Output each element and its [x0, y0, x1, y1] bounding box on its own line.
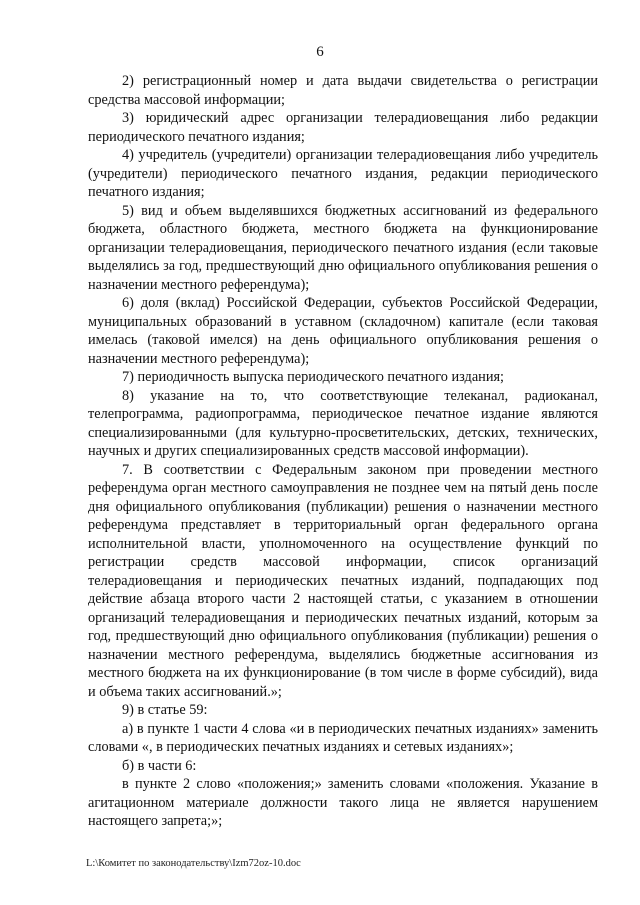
paragraph-subpoint-b: б) в части 6:	[122, 757, 197, 774]
paragraph-subpoint-a: а) в пункте 1 части 4 слова «и в периодических печатных изданиях» заменить словами «, в периодических печатных изданиях и сетевых изданиях»;	[88, 720, 598, 755]
paragraph-item-8: 8) указание на то, что соответствующие телеканал, радиоканал, телепрограмма, радиопрограмма, периодическое печатное издание являются специализированными (для культурно-просветительских, детских, технических, научных и других специализированных средств массовой информации).	[88, 387, 598, 459]
paragraph-item-3: 3) юридический адрес организации телерадиовещания либо редакции периодического печатного издания;	[88, 110, 598, 145]
footer-file-path: L:\Комитет по законодательству\Izm72oz-10.doc	[86, 858, 301, 869]
paragraph-item-7: 7) периодичность выпуска периодического печатного издания;	[122, 369, 505, 385]
page-number: 6	[316, 44, 324, 60]
document-body	[88, 72, 598, 831]
paragraph-point-9: 9) в статье 59:	[122, 702, 208, 718]
paragraph-item-4: 4) учредитель (учредители) организации телерадиовещания либо учредитель (учредители) периодического печатного издания, редакции периодического печатного издания;	[88, 147, 598, 200]
paragraph-item-2: 2) регистрационный номер и дата выдачи свидетельства о регистрации средства массовой информации;	[88, 73, 598, 108]
paragraph-section-7: 7. В соответствии с Федеральным законом при проведении местного референдума орган местного самоуправления не позднее чем на пятый день после дня официального опубликования (публикации) решения о назначении местного референдума представляет в территориальный орган федерального органа исполнительной власти, уполномоченного на осуществление функций по регистрации средств массовой информации, список организаций телерадиовещания и периодических печатных изданий, подпадающих под действие абзаца второго части 2 настоящей статьи, с указанием в отношении организаций телерадиовещания и периодических печатных изданий, которым за год, предшествующий дню официального опубликования (публикации) решения о назначении местного референдума, выделялись бюджетные ассигнования из местного бюджета на их функционирование (в том числе в форме субсидий), вида и объема таких ассигнований.»;	[88, 461, 598, 700]
paragraph-item-point-2-change: в пункте 2 слово «положения;» заменить словами «положения. Указание в агитационном материале должности такого лица не является нарушением настоящего запрета;»;	[88, 776, 598, 829]
paragraph-item-6: 6) доля (вклад) Российской Федерации, субъектов Российской Федерации, муниципальных образований в уставном (складочном) капитале (если таковая имелась (таковой имелся) на день официального опубликования решения о назначении местного референдума);	[88, 295, 598, 367]
paragraph-item-5: 5) вид и объем выделявшихся бюджетных ассигнований из федерального бюджета, областного бюджета, местного бюджета на функционирование организации телерадиовещания, периодического печатного издания (если таковые выделялись за год, предшествующий дню официального опубликования решения о назначении местного референдума);	[88, 202, 598, 293]
